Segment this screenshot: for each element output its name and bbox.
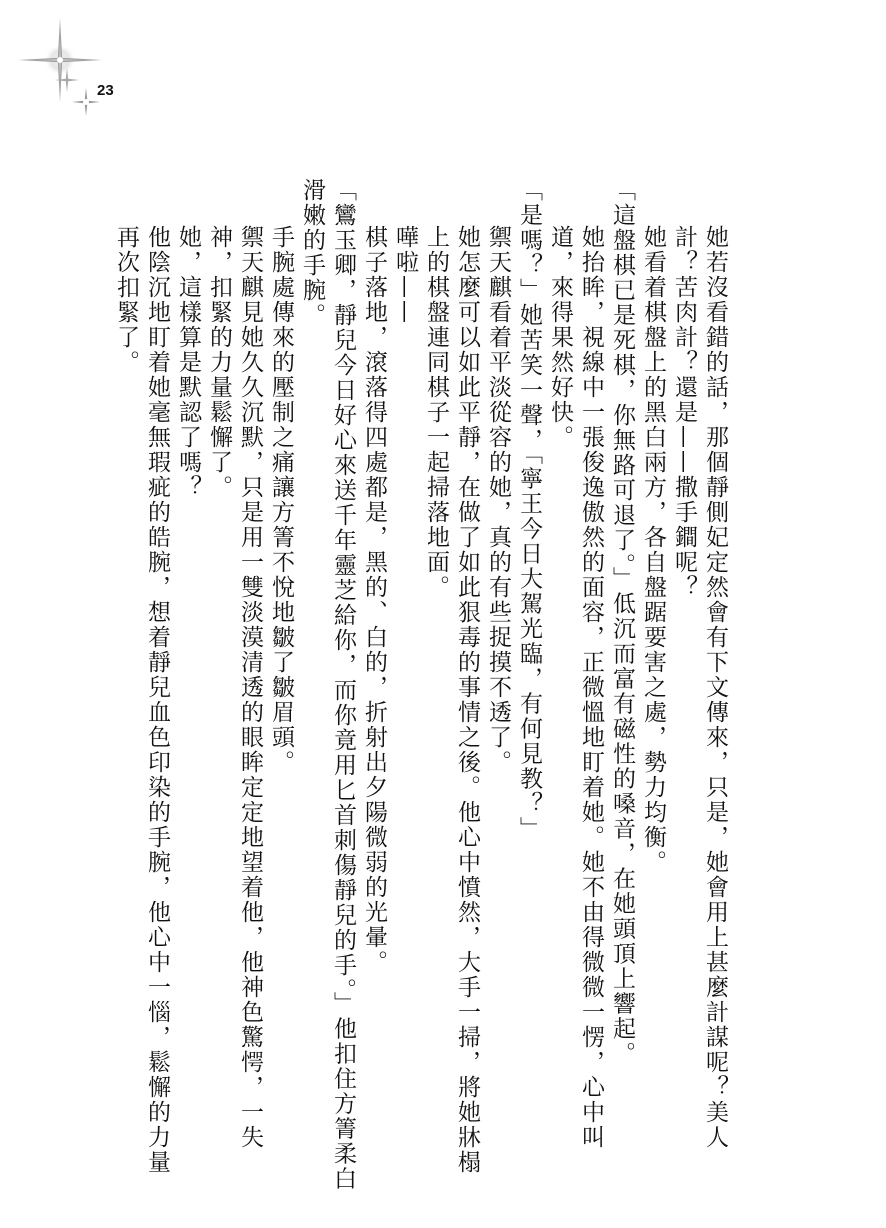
- paragraph: 她看着棋盤上的黑白兩方，各自盤踞要害之處，勢力均衡。: [640, 225, 666, 875]
- paragraph: 她若沒看錯的話，那個靜側妃定然會有下文傳來，只是，她會用上甚麼計謀呢？美人計？苦肉計？還是——撒手鐧呢？: [671, 225, 728, 1150]
- paragraph: 「鸞玉卿，靜兒今日好心來送千年靈芝給你，而你竟用匕首刺傷靜兒的手。」他扣住方箐柔白滑嫩的手腕。: [299, 178, 356, 1192]
- paragraph: 他陰沉地盯着她毫無瑕疵的皓腕，想着靜兒血色印染的手腕，他心中一惱，鬆懈的力量再次扣緊了。: [113, 225, 170, 1175]
- paragraph: 手腕處傳來的壓制之痛讓方箐不悅地皺了皺眉頭。: [268, 225, 294, 775]
- paragraph: 禦天麒見她久久沉默，只是用一雙淡漠清透的眼眸定定地望着他，他神色驚愕，一失神，扣緊的力量鬆懈了。: [206, 225, 263, 1150]
- sparkle-star-icon: [0, 0, 130, 130]
- paragraph: 「這盤棋已是死棋，你無路可退了。」低沉而富有磁性的嗓音，在她頭頂上響起。: [609, 178, 635, 1067]
- paragraph: 「是嗎？」她苦笑一聲，「寧王今日大駕光臨，有何見教？」: [516, 178, 542, 842]
- paragraph: 棋子落地，滾落得四處都是，黑的、白的，折射出夕陽微弱的光暈。: [361, 225, 387, 975]
- paragraph: 禦天麒看着平淡從容的她，真的有些捉摸不透了。: [485, 225, 511, 775]
- paragraph: 她怎麼可以如此平靜，在做了如此狠毒的事情之後。他心中憤然，大手一掃，將她牀榻上的棋盤連同棋子一起掃落地面。: [423, 225, 480, 1175]
- paragraph: 她，這樣算是默認了嗎？: [175, 225, 201, 500]
- chapter-text: [110, 178, 730, 1198]
- paragraph: 嘩啦——: [392, 225, 418, 325]
- paragraph: 她抬眸，視線中一張俊逸傲然的面容，正微慍地盯着她。她不由得微微一愣，心中叫道，來得果然好快。: [547, 225, 604, 1150]
- page-number: 23: [97, 82, 114, 99]
